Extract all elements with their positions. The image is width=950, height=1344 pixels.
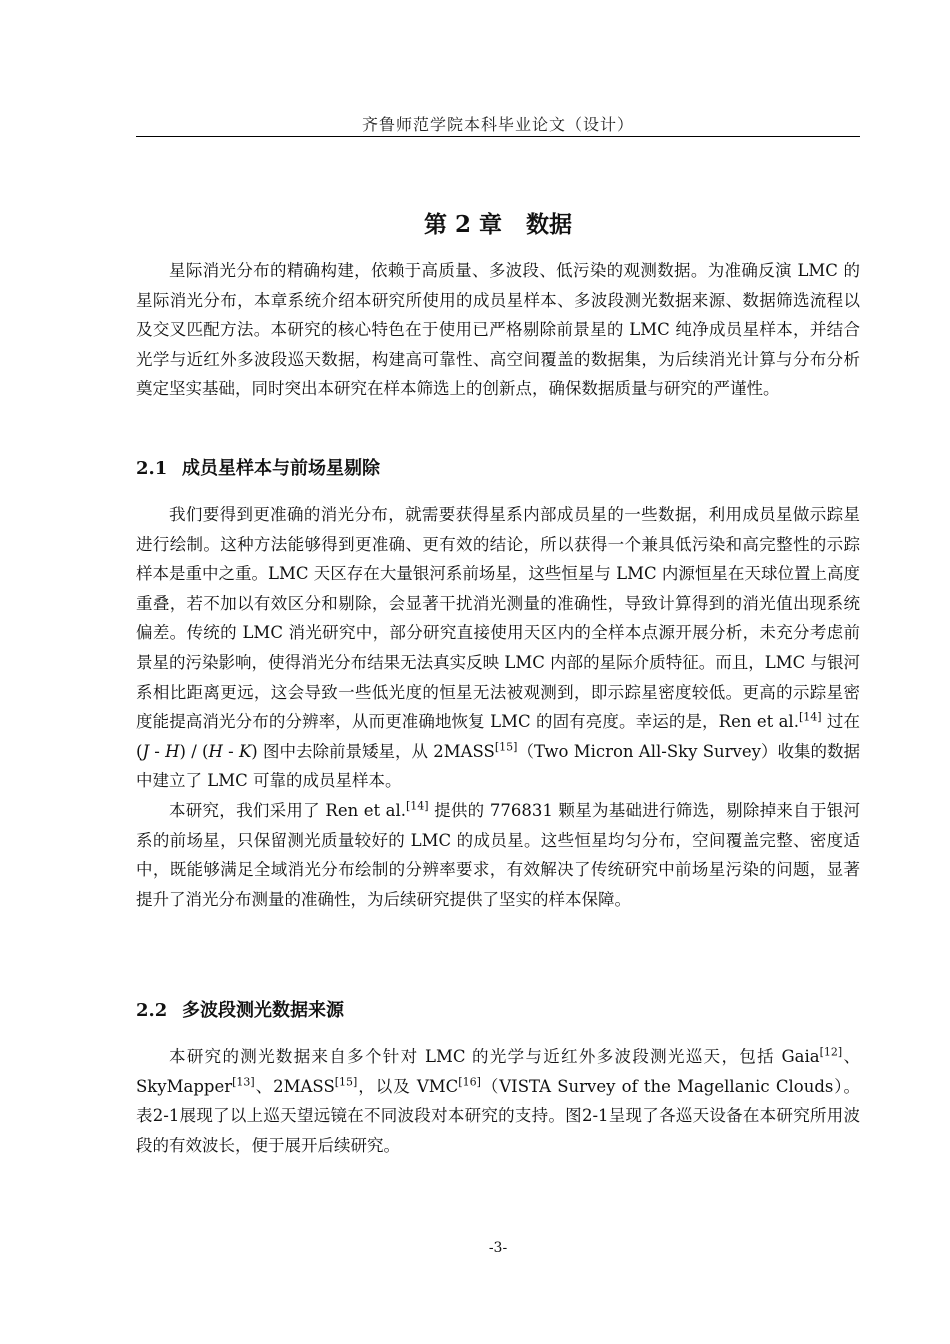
citation: [13] — [232, 1075, 255, 1089]
section-heading — [136, 996, 860, 1026]
body-paragraph — [136, 796, 860, 914]
text-run: （VISTA Survey of the Magellanic Clouds）。表2-1展现了以上巡天望远镜在不同波段对本研究的支持。图2-1呈现了各巡天设备在本研究所用波段的有效波长，便于展开后续研究。 — [136, 1076, 860, 1155]
chapter-title — [136, 206, 860, 239]
math-var: H — [208, 741, 223, 761]
chapter-name: 数据 — [526, 211, 573, 238]
text-run: 本研究的测光数据来自多个针对 LMC 的光学与近红外多波段测光巡天，包括 Gaia — [169, 1047, 820, 1066]
citation: [14] — [798, 710, 822, 724]
section-heading — [136, 454, 860, 484]
text-run: （Two Micron All-Sky Survey）收集的数据中建立了 LMC 可靠的成员星样本。 — [136, 741, 860, 791]
citation: [14] — [406, 799, 429, 813]
body-paragraph — [136, 1042, 860, 1160]
page-number: -3- — [488, 1240, 508, 1256]
math-var: K — [238, 741, 252, 761]
running-header: 齐鲁师范学院本科毕业论文（设计） — [361, 115, 634, 134]
section-number: 2.1 — [136, 458, 168, 479]
header-rule — [136, 136, 860, 137]
chapter-label: 第 2 章 — [423, 211, 503, 238]
citation: [12] — [819, 1045, 843, 1059]
text-run: - — [149, 741, 166, 761]
text-run: 提供的 776831 颗星为基础进行筛选，剔除掉来自于银河系的前场星，只保留测光质量较好的 LMC 的成员星。这些恒星均匀分布，空间覆盖完整、密度适中，既能够满足全域消光分布绘制的分辨率要求，有效解决了传统研究中前场星污染的问题，显著提升了消光分布测量的准确性，为后续研究提供了坚实的样本保障。 — [136, 800, 860, 909]
math-var: H — [165, 741, 180, 761]
text-run: 、2MASS — [254, 1076, 335, 1096]
citation: [16] — [458, 1075, 481, 1089]
math-var: J — [142, 741, 150, 761]
section-2-2-body — [136, 1042, 860, 1160]
text-run: 、SkyMapper — [136, 1047, 861, 1096]
chapter-intro — [136, 256, 860, 404]
text-run: ，以及 VMC — [357, 1076, 459, 1096]
text-run: ) 图中去除前景矮星，从 2MASS — [251, 741, 495, 761]
text-run: 我们要得到更准确的消光分布，就需要获得星系内部成员星的一些数据，利用成员星做示踪星进行绘制。这种方法能够得到更准确、更有效的结论，所以获得一个兼具低污染和高完整性的示踪样本是重中之重。LMC 天区存在大量银河系前场星，这些恒星与 LMC 内源恒星在天球位置上高度重叠，若不加以有效区分和剔除，会显著干扰消光测量的准确性，导致计算得到的消光值出现系统偏差。传统的 LMC 消光研究中，部分研究直接使用天区内的全样本点源开展分析，未充分考虑前景星的污染影响，使得消光分布结果无法真实反映 LMC 内部的星际介质特征。而且，LMC 与银河系相比距离更远，这会导致一些低光度的恒星无法被观测到，即示踪星密度较低。更高的示踪星密度能提高消光分布的分辨率，从而更准确地恢复 LMC 的固有亮度。幸运的是，Ren et al. — [136, 505, 860, 732]
citation: [15] — [334, 1075, 358, 1089]
section-2-2 — [136, 996, 860, 1026]
section-title: 多波段测光数据来源 — [182, 1000, 344, 1021]
text-run: ) / ( — [179, 741, 209, 761]
citation: [15] — [494, 740, 518, 754]
section-2-1 — [136, 454, 860, 484]
section-title: 成员星样本与前场星剔除 — [182, 458, 380, 479]
section-2-1-body — [136, 500, 860, 914]
text-run: 过在 ( — [136, 712, 860, 761]
text-run: 本研究，我们采用了 Ren et al. — [169, 800, 407, 820]
intro-paragraph: 星际消光分布的精确构建，依赖于高质量、多波段、低污染的观测数据。为准确反演 LMC 的星际消光分布，本章系统介绍本研究所使用的成员星样本、多波段测光数据来源、数据筛选流程以及交叉匹配方法。本研究的核心特色在于使用已严格剔除前景星的 LMC 纯净成员星样本，并结合光学与近红外多波段巡天数据，构建高可靠性、高空间覆盖的数据集，为后续消光计算与分布分析奠定坚实基础，同时突出本研究在样本筛选上的创新点，确保数据质量与研究的严谨性。 — [136, 261, 860, 399]
section-number: 2.2 — [136, 1000, 168, 1021]
body-paragraph — [136, 500, 860, 796]
text-run: - — [222, 741, 239, 761]
